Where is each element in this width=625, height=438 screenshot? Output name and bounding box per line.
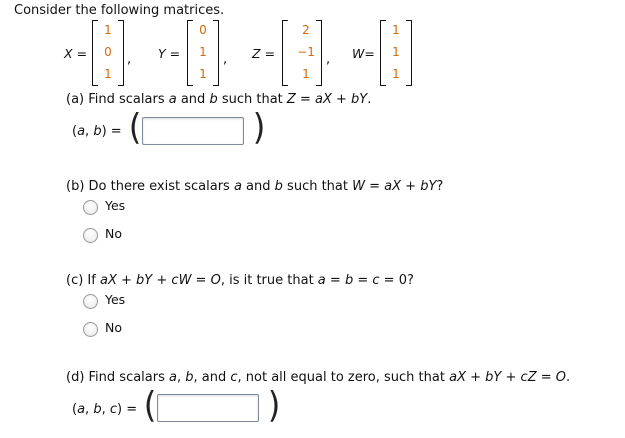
matrix-w-entry: 1 — [392, 45, 400, 59]
right-paren: ) — [267, 385, 281, 426]
part-d-answer-label: (a, b, c) = — [72, 402, 138, 417]
matrix-z-right-bracket — [316, 20, 322, 86]
matrix-label-z: Z = — [252, 46, 276, 61]
part-c-no-radio[interactable] — [83, 322, 98, 337]
right-paren: ) — [252, 107, 266, 148]
matrix-w-right-bracket — [406, 20, 412, 86]
part-a-answer-label: (a, b) = — [72, 124, 122, 139]
matrix-x-right-bracket — [118, 20, 124, 86]
matrix-y-left-bracket — [187, 20, 193, 86]
matrix-y-entry: 1 — [199, 45, 207, 59]
matrix-y-entry: 0 — [199, 23, 207, 37]
intro-text: Consider the following matrices. — [14, 3, 225, 18]
matrix-x-entry: 0 — [104, 45, 112, 59]
part-a-answer-input[interactable] — [142, 117, 244, 145]
matrix-x-entry: 1 — [104, 23, 112, 37]
matrix-y-right-bracket — [213, 20, 219, 86]
matrix-label-w: W= — [352, 46, 375, 61]
part-c-yes-label: Yes — [105, 292, 126, 307]
left-paren: ( — [143, 385, 157, 426]
part-c-question: (c) If aX + bY + cW = O, is it true that a = b = c = 0? — [66, 273, 414, 288]
part-b-no-radio[interactable] — [83, 228, 98, 243]
matrix-y-entry: 1 — [199, 67, 207, 81]
part-b-question: (b) Do there exist scalars a and b such that W = aX + bY? — [66, 179, 444, 194]
matrix-w-left-bracket — [380, 20, 386, 86]
part-b-yes-radio[interactable] — [83, 200, 98, 215]
part-b-no-label: No — [105, 226, 122, 241]
matrix-x-entry: 1 — [104, 67, 112, 81]
matrix-w-entry: 1 — [392, 23, 400, 37]
matrix-comma: , — [127, 52, 132, 67]
matrix-x-left-bracket — [92, 20, 98, 86]
matrix-w-entry: 1 — [392, 67, 400, 81]
matrix-comma: , — [326, 52, 331, 67]
matrix-z-left-bracket — [282, 20, 288, 86]
part-d-answer-input[interactable] — [157, 394, 259, 422]
matrix-z-entry: 1 — [302, 67, 310, 81]
matrix-z-entry: −1 — [297, 45, 315, 59]
part-d-question: (d) Find scalars a, b, and c, not all equal to zero, such that aX + bY + cZ = O. — [66, 370, 571, 385]
matrix-label-x: X = — [64, 46, 88, 61]
matrix-comma: , — [223, 52, 228, 67]
part-a-question: (a) Find scalars a and b such that Z = aX + bY. — [66, 92, 372, 107]
part-c-no-label: No — [105, 320, 122, 335]
part-b-yes-label: Yes — [105, 198, 126, 213]
part-c-yes-radio[interactable] — [83, 294, 98, 309]
left-paren: ( — [128, 107, 142, 148]
matrix-z-entry: 2 — [302, 23, 310, 37]
matrix-label-y: Y = — [158, 46, 181, 61]
